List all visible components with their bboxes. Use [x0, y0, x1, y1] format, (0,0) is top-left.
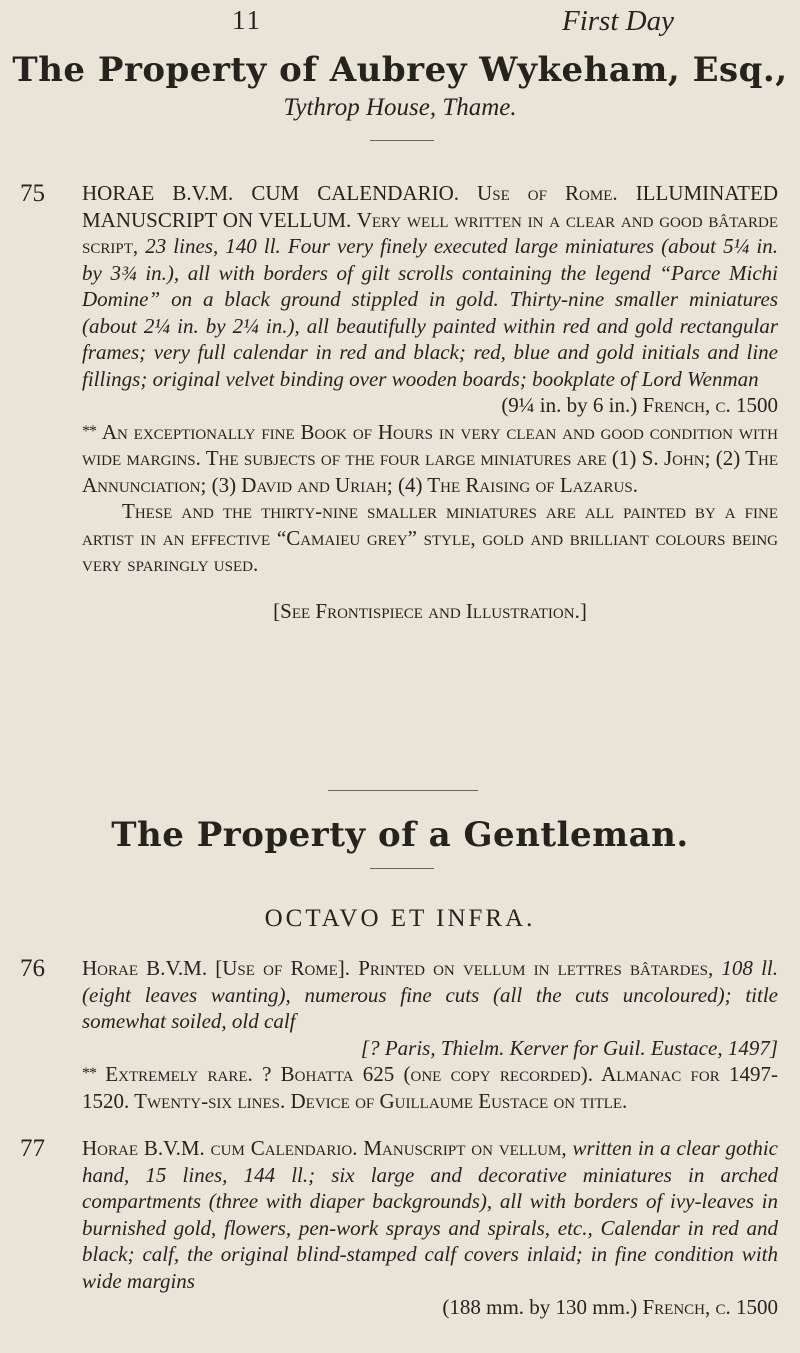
lot-origin: French, c. 1500 — [642, 1295, 778, 1319]
lot-detail: written in a clear gothic hand, 15 lines, 144 ll.; six large and decorative miniatures in arched compartments (three with diaper backgrounds), all with borders of ivy-leaves in burnished gold, flowers, pen-work sprays and spirals, etc., Calendar in red and black; calf, the original blind-stamped calf covers inlaid; in fine condition with wide margins — [82, 1136, 779, 1293]
provenance-address: Tythrop House, Thame. — [283, 94, 517, 121]
lot-see-reference: [See Frontispiece and Illustration.] — [273, 598, 587, 623]
lot-note-2: These and the thirty-nine smaller miniatures are all painted by a fine artist in an effective “Camaieu grey” style, gold and brilliant colours being very sparingly used. — [82, 499, 778, 576]
lot-title: HORAE B.V.M. CUM CALENDARIO. Use of Rome. ILLUMINATED MANUSCRIPT ON VELLUM. Very well written in a clear and good bâtarde script, — [82, 181, 778, 258]
section-heading: OCTAVO ET INFRA. — [264, 905, 536, 932]
divider-rule — [328, 790, 478, 791]
lot-entry — [82, 1135, 778, 1294]
lot-size-origin — [82, 1294, 778, 1321]
lot-entry — [82, 955, 778, 1035]
note-asterisks: ** — [82, 422, 96, 440]
provenance-heading-1 — [0, 50, 800, 122]
lot-note — [82, 1061, 778, 1114]
provenance-owner: The Property of a Gentleman. — [111, 815, 689, 855]
lot-size-origin — [82, 392, 778, 419]
lot-note-text: An exceptionally fine Book of Hours in very clean and good condition with wide margins. The subjects of the four large miniatures are (1) S. John; (2) The Annunciation; (3) David and Uriah; (4) The Raising of Lazarus. — [82, 419, 778, 497]
lot-size: (9¼ in. by 6 in.) — [501, 393, 638, 417]
provenance-owner: The Property of Aubrey Wykeham, Esq., — [12, 50, 788, 90]
divider-rule — [370, 140, 434, 141]
lot-description — [82, 1135, 778, 1321]
lot-title: Horae B.V.M. cum Calendario. Manuscript on vellum, — [82, 1136, 567, 1160]
lot-title: Horae B.V.M. [Use of Rome]. Printed on vellum in lettres bâtardes, — [82, 956, 714, 980]
page-number: 11 — [232, 5, 262, 35]
running-head — [0, 5, 800, 37]
lot-origin: French, c. 1500 — [642, 393, 778, 417]
lot-number: 77 — [20, 1135, 45, 1162]
lot-description — [82, 180, 778, 624]
lot-number: 75 — [20, 180, 45, 207]
lot-detail: 23 lines, 140 ll. Four very finely executed large miniatures (about 5¼ in. by 3¾ in.), all with borders of gilt scrolls containing the legend “Parce Michi Domine” on a black ground stippled in gold. Thirty-nine smaller miniatures (about 2¼ in. by 2¼ in.), all beautifully painted within red and gold rectangular frames; very full calendar in red and black; red, blue and gold initials and line fillings; original velvet binding over wooden boards; bookplate of Lord Wenman — [82, 234, 778, 391]
running-title: First Day — [562, 5, 674, 37]
lot-number: 76 — [20, 955, 45, 982]
lot-size: (188 mm. by 130 mm.) — [442, 1295, 638, 1319]
lot-description — [82, 955, 778, 1114]
note-asterisks: ** — [82, 1065, 96, 1082]
divider-rule — [370, 868, 434, 869]
lot-note-text: Extremely rare. ? Bohatta 625 (one copy recorded). Almanac for 1497-1520. Twenty-six lines. Device of Guillaume Eustace on title. — [82, 1062, 778, 1113]
lot-note — [82, 419, 778, 499]
lot-imprint: [? Paris, Thielm. Kerver for Guil. Eustace, 1497] — [360, 1035, 778, 1060]
lot-detail: 108 ll. (eight leaves wanting), numerous fine cuts (all the cuts uncoloured); title somewhat soiled, old calf — [82, 956, 779, 1033]
provenance-heading-2 — [0, 815, 800, 855]
lot-entry — [82, 180, 778, 392]
